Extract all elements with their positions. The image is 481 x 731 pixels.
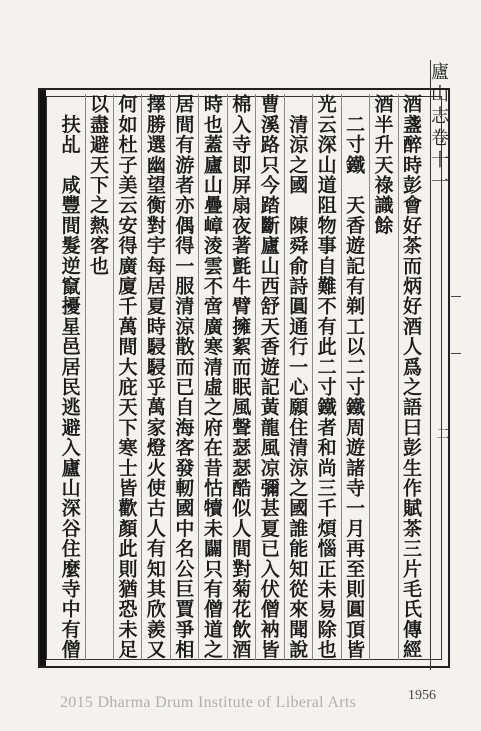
text-column: 以盡避天下之熱客也 <box>85 94 113 660</box>
text-column: 曹溪路只今踏斷廬山西舒天香遊記黃龍風凉彌甚夏已入伏僧衲皆 <box>255 94 283 660</box>
text-column: 光云深山道阻物事自難不有此二寸鐵者和尚三千煩惱正未易除也 <box>312 94 340 660</box>
text-column: 酒半升天祿識餘 <box>369 94 397 660</box>
leaf-mark: 二 <box>436 427 450 443</box>
text-column: 何如杜子美云安得廣廈千萬間大庇天下寒士皆歡顏此則猶恐未足 <box>113 94 141 660</box>
text-column: 二寸鐵 天香遊記有剃工以二寸鐵周遊諸寺一月再至則圓頂皆 <box>341 94 369 660</box>
vertical-text-block <box>56 94 426 660</box>
text-column: 酒盞醉時彭會好茶而炳好酒人爲之語曰彭生作賦茶三片毛氏傳經 <box>398 94 426 660</box>
text-column: 扶乩 咸豐間髮逆竄擾星邑居民逃避入廬山深谷住麼寺中有僧 <box>58 94 81 660</box>
watermark-text: 2015 Dharma Drum Institute of Liberal Arts <box>60 694 357 711</box>
text-column: 居間有游者亦偶得一服清涼散而已自海客發軔國中名公巨賈爭相 <box>170 94 198 660</box>
text-column: 擇勝選幽望衡對宇每居夏時駸駸乎萬家燈火使古人有知其欣羨又 <box>141 94 169 660</box>
banxin-title: 廬山志卷十一 <box>428 62 449 194</box>
banxin-marks <box>451 296 461 354</box>
text-column: 清涼之國 陳舜俞詩圓通行一心願住清涼之國誰能知從來聞說 <box>284 94 312 660</box>
text-column: 棉入寺即屏扇夜著氈牛臂擁絮而眠風聲瑟瑟酷似人間對菊花飲酒 <box>227 94 255 660</box>
text-column: 時也蓋廬山疊嶂淩雲不啻廣寒清虛之府在昔怙犢未闢只有僧道之 <box>198 94 226 660</box>
page-number: 1956 <box>408 688 436 703</box>
